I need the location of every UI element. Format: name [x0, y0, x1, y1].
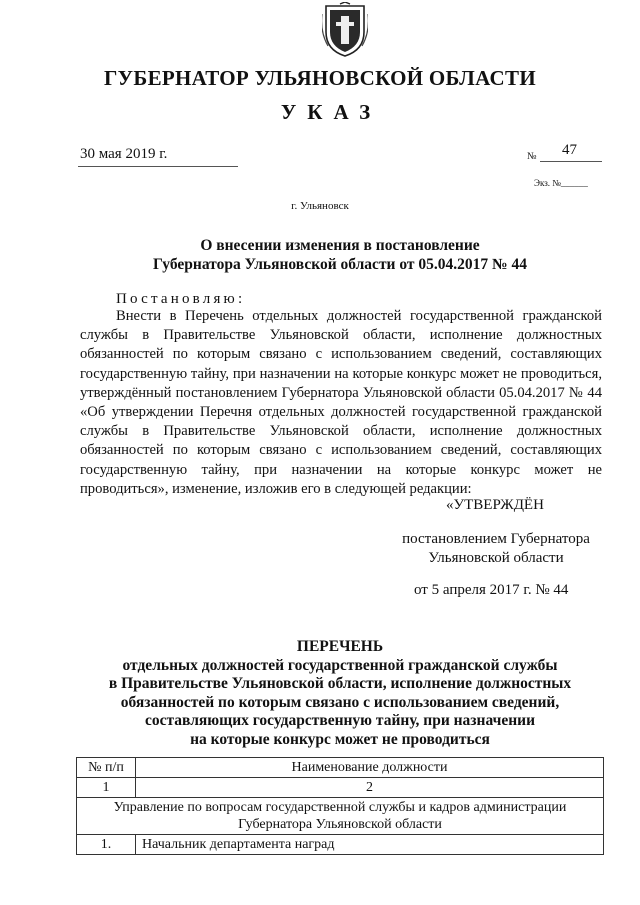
table-section-row	[77, 798, 604, 835]
number-underline	[540, 161, 602, 162]
col-index-1: 1	[77, 778, 136, 798]
approved-date: от 5 апреля 2017 г. № 44	[414, 582, 569, 598]
list-title-line-3: обязанностей по которым связано с использованием сведений,	[120, 693, 560, 711]
number-sign: №	[527, 151, 537, 162]
city-label: г. Ульяновск	[291, 200, 349, 212]
col-index-2: 2	[136, 778, 604, 798]
document-date: 30 мая 2019 г.	[80, 146, 168, 162]
list-title-line-4: составляющих государственную тайну, при назначении	[144, 712, 536, 729]
table-index-row	[77, 778, 604, 798]
document-number: 47	[562, 142, 577, 158]
table-row	[77, 835, 604, 855]
document-type: УКАЗ	[280, 100, 382, 124]
subject-line-2: Губернатора Ульяновской области от 05.04.2017 № 44	[153, 256, 527, 273]
row-number: 1.	[77, 835, 136, 855]
list-title-line-2: в Правительстве Ульяновской области, исполнение должностных	[108, 675, 572, 692]
issuer-title: ГУБЕРНАТОР УЛЬЯНОВСКОЙ ОБЛАСТИ	[104, 66, 536, 90]
approved-by	[396, 530, 596, 568]
date-underline	[78, 166, 238, 167]
list-title	[100, 638, 580, 749]
col-number-header: № п/п	[77, 758, 136, 778]
positions-table	[76, 757, 604, 855]
document-subject	[80, 236, 600, 274]
list-title-line-1: отдельных должностей государственной гражданской службы	[122, 656, 558, 674]
section-title: Управление по вопросам государственной службы и кадров администрации Губернатора Ульяновской области	[77, 798, 604, 835]
decree-word: Постановляю:	[116, 291, 246, 307]
row-position-name: Начальник департамента наград	[136, 835, 604, 855]
approved-by-line-2: Ульяновской области	[428, 550, 564, 566]
approved-by-line-1: постановлением Губернатора	[402, 531, 590, 547]
list-heading: ПЕРЕЧЕНЬ	[296, 638, 384, 655]
decree-paragraph-text: Внести в Перечень отдельных должностей государственной гражданской службы в Правительстве Ульяновской области, исполнение должностных обязанностей по которым связано с использованием сведений, составляющих государственную тайну, при назначении на которые конкурс может не проводиться, утверждённый постановлением Губернатора Ульяновской области 05.04.2017 № 44 «Об утверждении Перечня отдельных должностей государственной гражданской службы в Правительстве Ульяновской области, исполнение должностных обязанностей по которым связано с использованием сведений, составляющих государственную тайну, при назначении на которые конкурс может не проводиться», изменение, изложив его в следующей редакции:	[80, 308, 602, 497]
list-title-line-5: на которые конкурс может не проводиться	[190, 730, 490, 748]
table-header-row	[77, 758, 604, 778]
col-name-header: Наименование должности	[136, 758, 604, 778]
copy-number-label: Экз. №______	[534, 178, 588, 188]
approved-stamp: «УТВЕРЖДЁН	[446, 497, 544, 513]
coat-of-arms-emblem	[322, 2, 368, 58]
decree-paragraph	[80, 307, 602, 499]
subject-line-1: О внесении изменения в постановление	[200, 237, 480, 254]
